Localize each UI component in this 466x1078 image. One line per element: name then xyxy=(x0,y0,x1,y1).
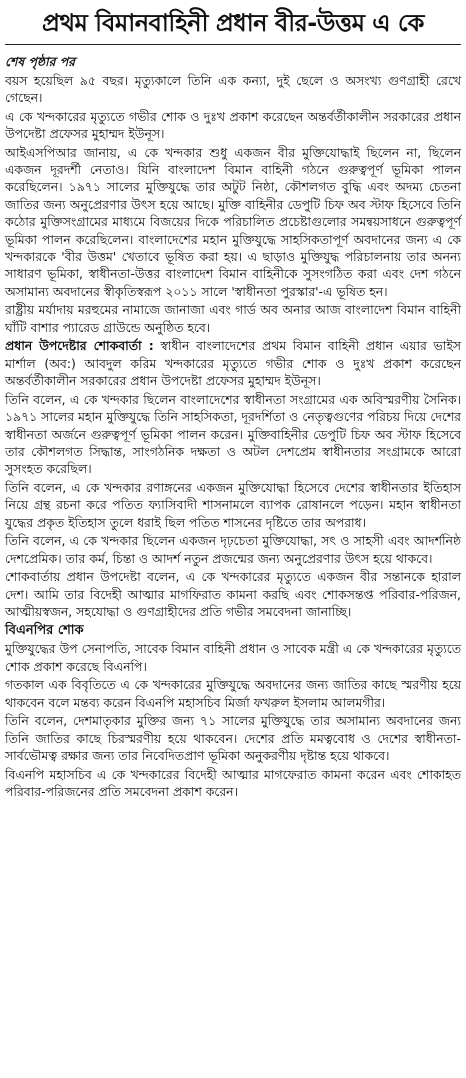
paragraph-10: মুক্তিযুদ্ধের উপ সেনাপতি, সাবেক বিমান বাহিনী প্রধান ও সাবেক মন্ত্রী এ কে খন্দকারের মৃত্যুতে শোক প্রকাশ করেছে বিএনপি। xyxy=(5,641,461,674)
paragraph-7: তিনি বলেন, এ কে খন্দকার রণাঙ্গনের একজন মুক্তিযোদ্ধা হিসেবে দেশের স্বাধীনতার ইতিহাস নিয়ে গ্রন্থ রচনা করে পতিত ফ্যাসিবাদী শাসনামলে ব্যাপক রোষানলে পড়েন। মহান স্বাধীনতা যুদ্ধের প্রকৃত ইতিহাস তুলে ধরাই ছিল পতিত শাসনের দৃষ্টিতে তার অপরাধ। xyxy=(5,480,461,530)
paragraph-12: তিনি বলেন, দেশমাতৃকার মুক্তির জন্য ৭১ সালের মুক্তিযুদ্ধে তার অসামান্য অবদানের জন্য তিনি জাতির কাছে চিরস্মরণীয় হয়ে থাকবেন। দেশের প্রতি মমত্ববোধ ও দেশের স্বাধীনতা-সার্বভৌমত্ব রক্ষার জন্য তার নিবেদিতপ্রাণ ভূমিকা অনুকরণীয় দৃষ্টান্ত হয়ে থাকবে। xyxy=(5,713,461,764)
paragraph-13: বিএনপি মহাসচিব এ কে খন্দকারের বিদেহী আত্মার মাগফেরাত কামনা করেন এবং শোকাহত পরিবার-পরিজনের প্রতি সমবেদনা প্রকাশ করেন। xyxy=(5,766,461,800)
continuation-kicker xyxy=(5,53,461,70)
paragraph-9: শোকবার্তায় প্রধান উপদেষ্টা বলেন, এ কে খন্দকারের মৃত্যুতে একজন বীর সন্তানকে হারাল দেশ। আমি তার বিদেহী আত্মার মাগফিরাত কামনা করছি এবং শোকসন্তপ্ত পরিবার-পরিজন, আত্মীয়স্বজন, সহযোদ্ধা ও গুণগ্রাহীদের প্রতি গভীর সমবেদনা জানাচ্ছি। xyxy=(5,569,461,620)
paragraph-5 xyxy=(5,337,461,389)
paragraph-3: আইএসপিআর জানায়, এ কে খন্দকার শুধু একজন বীর মুক্তিযোদ্ধাই ছিলেন না, ছিলেন একজন দূরদর্শী নেতাও। যিনি বাংলাদেশ বিমান বাহিনী গঠনে গুরুত্বপূর্ণ ভূমিকা পালন করেছিলেন। ১৯৭১ সালের মুক্তিযুদ্ধে তার অটুট নিষ্ঠা, কৌশলগত বুদ্ধি এবং অদম্য চেতনা জাতির জন্য অনুপ্রেরণার উৎস হয়ে আছে। মুক্তি বাহিনীর ডেপুটি চিফ অব স্টাফ হিসেবে তিনি কঠোর মুক্তিসংগ্রামের মাধ্যমে বিজয়ের দিকে পরিচালিত প্রচেষ্টাগুলোর সমন্বয়সাধনে গুরুত্বপূর্ণ ভূমিকা পালন করেছিলেন। বাংলাদেশের মহান মুক্তিযুদ্ধে সাহসিকতাপূর্ণ অবদানের জন্য এ কে খন্দকারকে 'বীর উত্তম' খেতাবে ভূষিত করা হয়। এ ছাড়াও মুক্তিযুদ্ধ পরিচালনায় তার অনন্য সাধারণ ভূমিকা, স্বাধীনতা-উত্তর বাংলাদেশ বিমান বাহিনীকে সুসংগঠিত করা এবং দেশ গঠনে অসামান্য অবদানের স্বীকৃতিস্বরূপ ২০১১ সালে 'স্বাধীনতা পুরস্কার'-এ ভূষিত হন। xyxy=(5,144,461,299)
paragraph-8: তিনি বলেন, এ কে খন্দকার ছিলেন একজন দৃঢ়চেতা মুক্তিযোদ্ধা, সৎ ও সাহসী এবং আদর্শনিষ্ঠ দেশপ্রেমিক। তার কর্ম, চিন্তা ও আদর্শ নতুন প্রজন্মের জন্য অনুপ্রেরণার উৎস হয়ে থাকবে। xyxy=(5,533,461,566)
paragraph-4: রাষ্ট্রীয় মর্যাদায় মরহুমের নামাজে জানাজা এবং গার্ড অব অনার আজ বাংলাদেশ বিমান বাহিনী ঘাঁটি বাশার প্যারেড গ্রাউন্ডে অনুষ্ঠিত হবে। xyxy=(5,302,461,335)
kicker-label: শেষ পৃষ্ঠার পর xyxy=(5,54,75,69)
headline: প্রথম বিমানবাহিনী প্রধান বীর-উত্তম এ কে xyxy=(5,6,461,45)
article-body xyxy=(5,53,461,801)
paragraph-6: তিনি বলেন, এ কে খন্দকার ছিলেন বাংলাদেশের স্বাধীনতা সংগ্রামের এক অবিস্মরণীয় সৈনিক। ১৯৭১ সালের মহান মুক্তিযুদ্ধে তিনি সাহসিকতা, দূরদর্শিতা ও নেতৃত্বগুণের পরিচয় দিয়ে দেশের স্বাধীনতা অর্জনে গুরুত্বপূর্ণ ভূমিকা পালন করেন। মুক্তিবাহিনীর ডেপুটি চিফ অব স্টাফ হিসেবে তার কৌশলগত সিদ্ধান্ত, সাংগঠনিক দক্ষতা ও অটল দেশপ্রেম স্বাধীনতার সংগ্রামকে আরো সুসংহত করেছিল। xyxy=(5,391,461,477)
paragraph-11: গতকাল এক বিবৃতিতে এ কে খন্দকারের মুক্তিযুদ্ধে অবদানের জন্য জাতির কাছে স্মরণীয় হয়ে থাকবেন বলে মন্তব্য করেন বিএনপি মহাসচিব মির্জা ফখরুল ইসলাম আলমগীর। xyxy=(5,677,461,710)
paragraph-1: বয়স হয়েছিল ৯৫ বছর। মৃত্যুকালে তিনি এক কন্যা, দুই ছেলে ও অসংখ্য গুণগ্রাহী রেখে গেছেন। xyxy=(5,72,461,105)
paragraph-5-text: স্বাধীন বাংলাদেশের প্রথম বিমান বাহিনী প্রধান এয়ার ভাইস মার্শাল (অব:) আবদুল করিম খন্দকারের মৃত্যুতে গভীর শোক ও দুঃখ প্রকাশ করেছেন অন্তর্বর্তীকালীন সরকারের প্রধান উপদেষ্টা প্রফেসর মুহাম্মদ ইউনূস। xyxy=(5,338,461,389)
bnp-subhead: বিএনপির শোক xyxy=(5,622,84,638)
condolence-lead: প্রধান উপদেষ্টার শোকবার্তা : xyxy=(5,338,154,354)
paragraph-2: এ কে খন্দকারের মৃত্যুতে গভীর শোক ও দুঃখ প্রকাশ করেছেন অন্তর্বর্তীকালীন সরকারের প্রধান উপদেষ্টা প্রফেসর মুহাম্মদ ইউনূস। xyxy=(5,108,461,141)
